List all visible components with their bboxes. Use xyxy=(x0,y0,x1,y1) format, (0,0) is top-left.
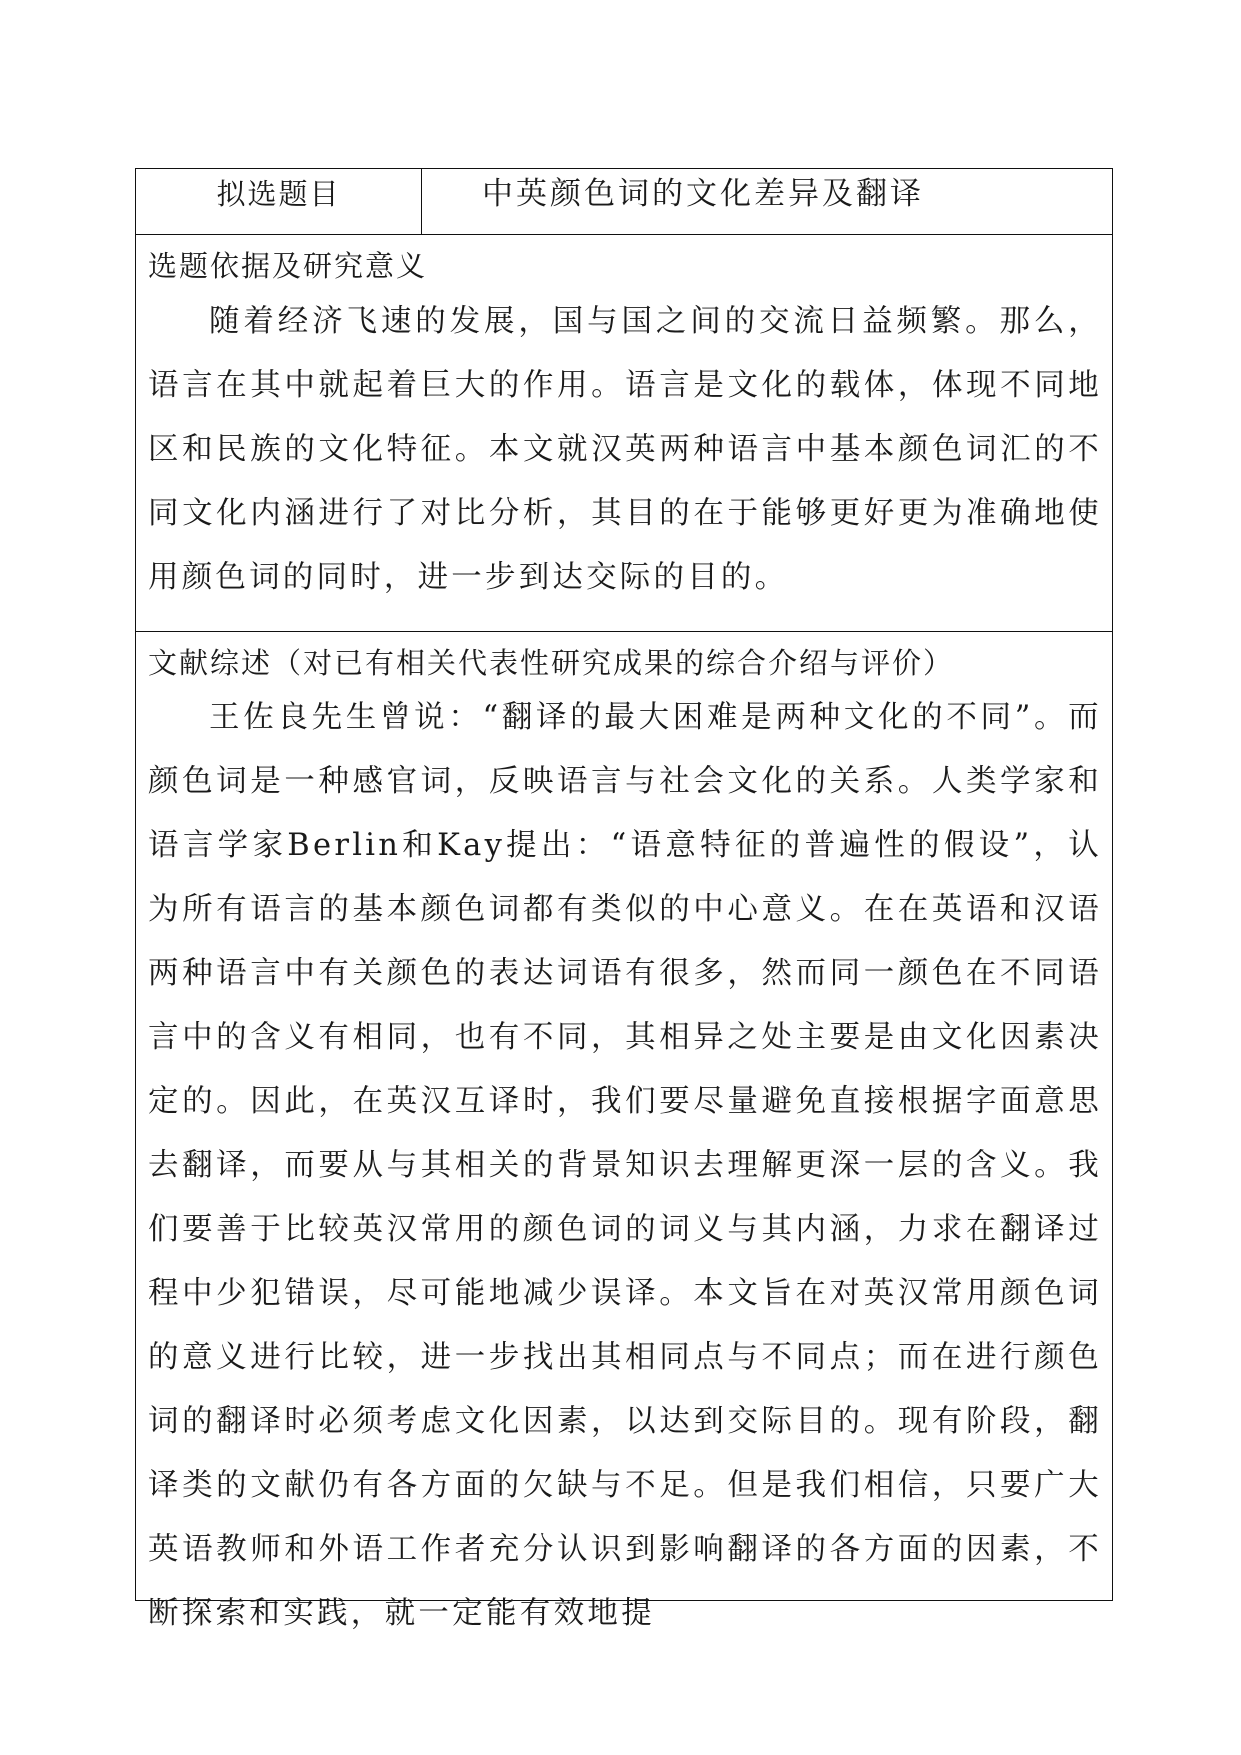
topic-row xyxy=(136,169,1112,235)
literature-review-section xyxy=(136,640,1112,1631)
proposal-form-table xyxy=(135,168,1113,1631)
research-basis-body: 随着经济飞速的发展，国与国之间的交流日益频繁。那么，语言在其中就起着巨大的作用。语言是文化的载体，体现不同地区和民族的文化特征。本文就汉英两种语言中基本颜色词汇的不同文化内涵进行了对比分析，其目的在于能够更好更为准确地使用颜色词的同时，进一步到达交际的目的。 xyxy=(148,304,1102,595)
topic-value: 中英颜色词的文化差异及翻译 xyxy=(482,176,924,212)
research-basis-heading: 选题依据及研究意义 xyxy=(148,249,428,283)
topic-label: 拟选题目 xyxy=(136,169,422,234)
literature-review-heading: 文献综述（对已有相关代表性研究成果的综合介绍与评价） xyxy=(148,646,955,680)
literature-review-body: 王佐良先生曾说：“翻译的最大困难是两种文化的不同”。而颜色词是一种感官词，反映语言与社会文化的关系。人类学家和语言学家Berlin和Kay提出：“语意特征的普遍性的假设”，认为所有语言的基本颜色词都有类似的中心意义。在在英语和汉语两种语言中有关颜色的表达词语有很多，然而同一颜色在不同语言中的含义有相同，也有不同，其相异之处主要是由文化因素决定的。因此，在英汉互译时，我们要尽量避免直接根据字面意思去翻译，而要从与其相关的背景知识去理解更深一层的含义。我们要善于比较英汉常用的颜色词的词义与其内涵，力求在翻译过程中少犯错误，尽可能地减少误译。本文旨在对英汉常用颜色词的意义进行比较，进一步找出其相同点与不同点；而在进行颜色词的翻译时必须考虑文化因素，以达到交际目的。现有阶段，翻译类的文献仍有各方面的欠缺与不足。但是我们相信，只要广大英语教师和外语工作者充分认识到影响翻译的各方面的因素，不断探索和实践，就一定能有效地提 xyxy=(148,700,1102,1631)
research-basis-section xyxy=(136,243,1112,632)
